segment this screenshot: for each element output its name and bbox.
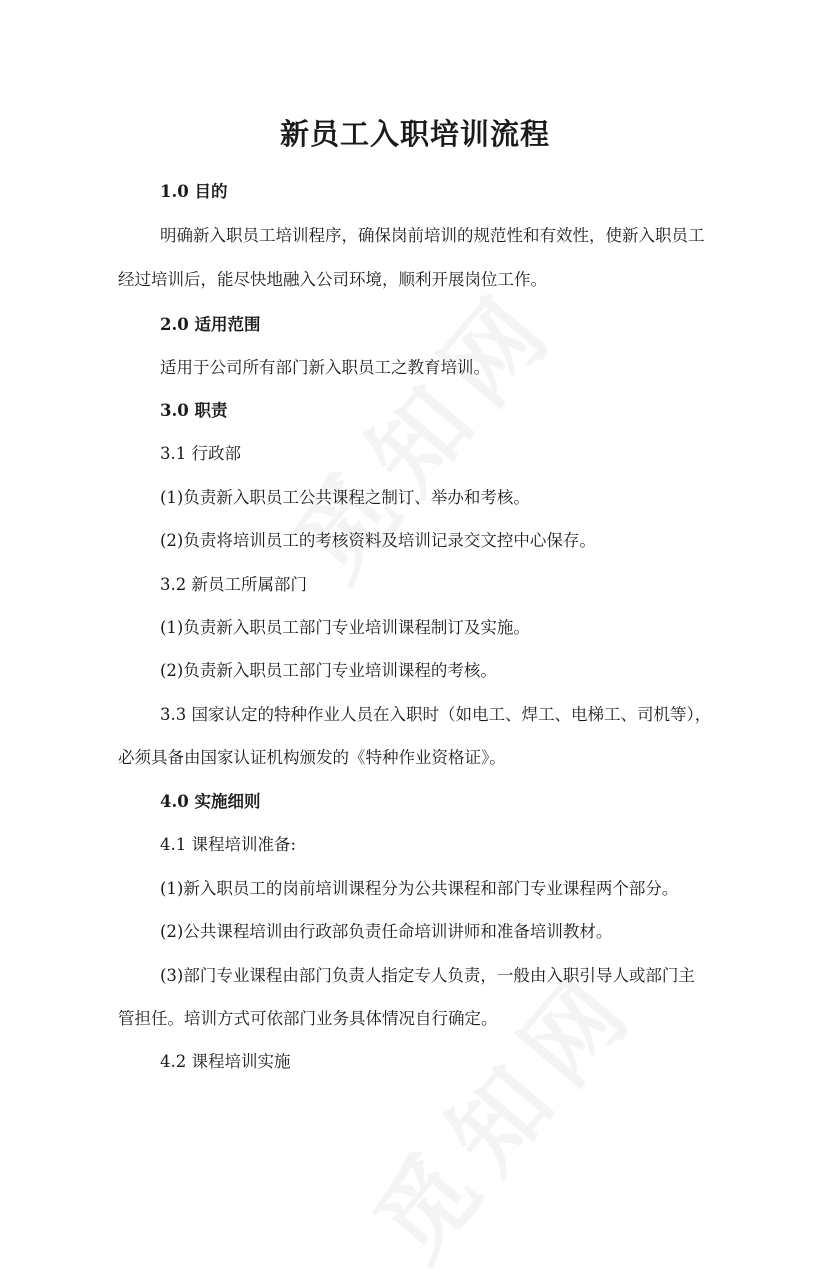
paragraph-line: 管担任。培训方式可依部门业务具体情况自行确定。 [118, 1009, 498, 1028]
paragraph-line: (2)公共课程培训由行政部负责任命培训讲师和准备培训教材。 [160, 922, 613, 941]
paragraph-line: (1)负责新入职员工部门专业培训课程制订及实施。 [160, 618, 530, 637]
paragraph-line: (1)新入职员工的岗前培训课程分为公共课程和部门专业课程两个部分。 [160, 879, 679, 898]
paragraph-line: (2)负责将培训员工的考核资料及培训记录交文控中心保存。 [160, 531, 596, 550]
paragraph-line: (3)部门专业课程由部门负责人指定专人负责，一般由入职引导人或部门主 [160, 966, 695, 985]
paragraph-line: (1)负责新入职员工公共课程之制订、举办和考核。 [160, 488, 530, 507]
paragraph-line: 明确新入职员工培训程序，确保岗前培训的规范性和有效性，使新入职员工 [160, 226, 705, 245]
paragraph-line: 3.3 国家认定的特种作业人员在入职时（如电工、焊工、电梯工、司机等）， [160, 705, 712, 724]
watermark [259, 253, 584, 603]
section-heading: 1.0 目的 [160, 182, 228, 201]
document-title: 新员工入职培训流程 [279, 117, 550, 151]
section-heading: 2.0 适用范围 [160, 315, 261, 334]
paragraph-line: (2)负责新入职员工部门专业培训课程的考核。 [160, 661, 497, 680]
subsection-heading: 4.1 课程培训准备: [160, 835, 297, 854]
paragraph-line: 经过培训后，能尽快地融入公司环境，顺利开展岗位工作。 [118, 270, 547, 289]
subsection-heading: 3.2 新员工所属部门 [160, 575, 307, 594]
paragraph-line: 必须具备由国家认证机构颁发的《特种作业资格证》。 [118, 748, 506, 767]
section-heading: 4.0 实施细则 [160, 792, 261, 811]
section-heading: 3.0 职责 [160, 401, 228, 420]
paragraph-line: 适用于公司所有部门新入职员工之教育培训。 [160, 358, 490, 377]
subsection-heading: 3.1 行政部 [160, 444, 241, 463]
subsection-heading: 4.2 课程培训实施 [160, 1052, 291, 1071]
